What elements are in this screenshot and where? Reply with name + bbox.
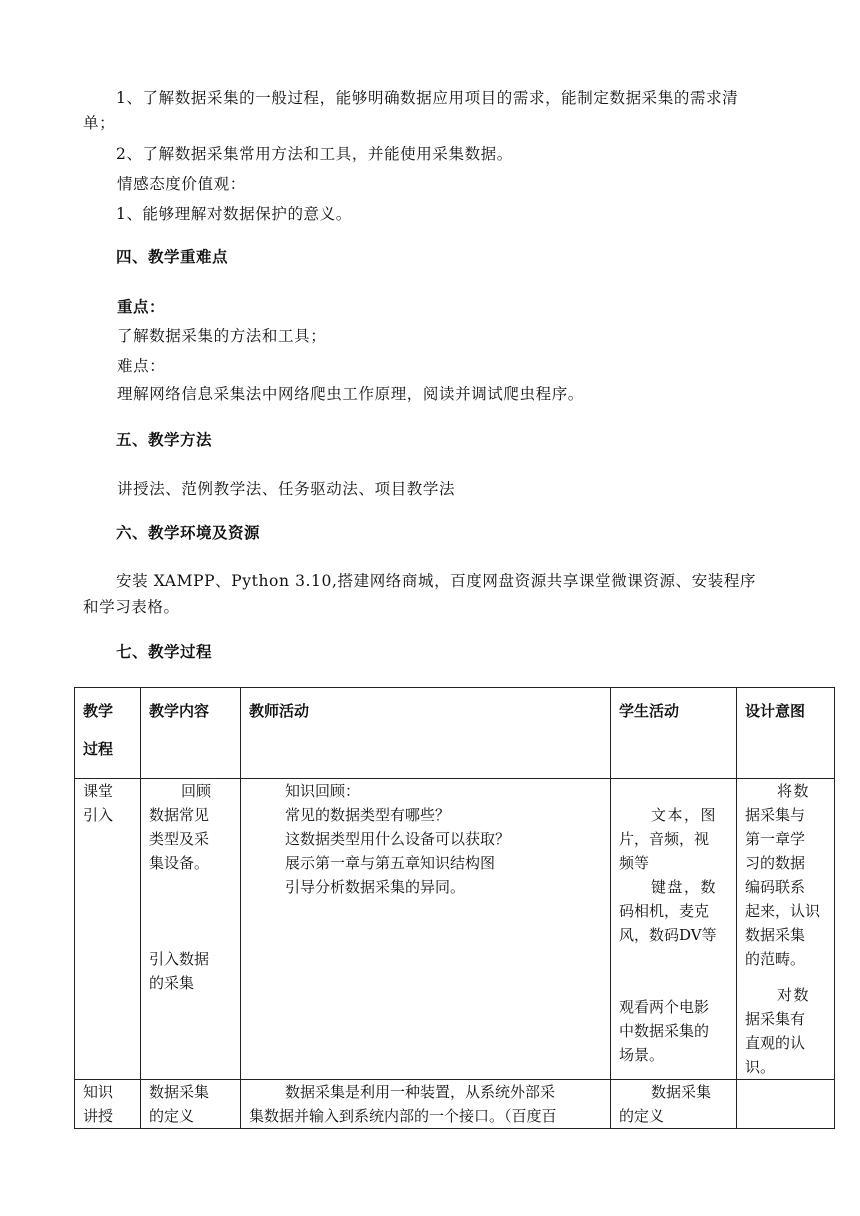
row2-content (141, 1080, 241, 1129)
header-intent: 设计意图 (737, 688, 835, 779)
row1-content-f: 的采集 (149, 974, 195, 992)
header-teacher: 教师活动 (241, 688, 611, 779)
row1-student (611, 779, 737, 1080)
row1-teacher-3: 这数据类型用什么设备可以获取？ (285, 830, 511, 848)
row1-student-4: 键盘，数 (651, 878, 718, 896)
section-5-heading: 五、教学方法 (116, 431, 213, 449)
row2-process-b: 讲授 (83, 1107, 114, 1125)
row1-intent (737, 779, 835, 1080)
row1-student-7: 观看两个电影 (619, 998, 710, 1016)
row2-teacher (241, 1080, 611, 1129)
row1-teacher (241, 779, 611, 1080)
table-row (75, 1080, 835, 1129)
teaching-methods-text: 讲授法、范例教学法、任务驱动法、项目教学法 (117, 480, 456, 498)
objective-2: 2、了解数据采集常用方法和工具，并能使用采集数据。 (116, 145, 513, 163)
objective-1b: 单； (83, 114, 116, 132)
row1-intent-1: 将数 (777, 782, 811, 800)
row1-teacher-4: 展示第一章与第五章知识结构图 (285, 854, 496, 872)
row1-student-6: 风，数码DV等 (619, 926, 717, 944)
row1-intent-5: 编码联系 (745, 878, 806, 896)
row2-teacher-1: 数据采集是利用一种装置，从系统外部采 (285, 1083, 556, 1101)
row1-content (141, 779, 241, 1080)
row1-intent-10: 据采集有 (745, 1010, 806, 1028)
difficult-point-label: 难点： (117, 357, 166, 375)
row1-teacher-1: 知识回顾： (285, 782, 361, 800)
environment-text-a: 安装 XAMPP、Python 3.10,搭建网络商城，百度网盘资源共享课堂微课资源、安装程序 (116, 572, 757, 590)
row2-student-1: 数据采集 (651, 1083, 712, 1101)
row2-process (75, 1080, 141, 1129)
section-6-heading: 六、教学环境及资源 (116, 524, 261, 542)
section-4-heading: 四、教学重难点 (116, 248, 229, 266)
row2-content-a: 数据采集 (149, 1083, 210, 1101)
row1-intent-12: 识。 (745, 1058, 776, 1076)
row1-process-b: 引入 (83, 806, 114, 824)
row2-student-2: 的定义 (619, 1107, 665, 1125)
header-process (75, 688, 141, 779)
row1-content-c: 类型及采 (149, 830, 210, 848)
row1-intent-4: 习的数据 (745, 854, 806, 872)
row1-teacher-5: 引导分析数据采集的异同。 (285, 878, 466, 896)
row1-content-a: 回顾 (181, 782, 212, 800)
row1-intent-6: 起来，认识 (745, 902, 821, 920)
row1-process (75, 779, 141, 1080)
row1-student-3: 频等 (619, 854, 650, 872)
row1-student-1: 文本，图 (651, 806, 718, 824)
teaching-process-table (74, 687, 835, 1129)
row1-student-2: 片，音频，视 (619, 830, 710, 848)
row1-intent-9: 对数 (777, 986, 811, 1004)
row1-intent-8: 的范畴。 (745, 950, 806, 968)
header-process-a: 教学 (83, 702, 114, 720)
row2-student (611, 1080, 737, 1129)
table-header-row (75, 688, 835, 779)
key-point-text: 了解数据采集的方法和工具； (117, 327, 327, 345)
row2-process-a: 知识 (83, 1083, 114, 1101)
row1-intent-7: 数据采集 (745, 926, 806, 944)
environment-text-b: 和学习表格。 (83, 598, 180, 616)
row1-content-e: 引入数据 (149, 950, 210, 968)
objective-1a: 1、了解数据采集的一般过程，能够明确数据应用项目的需求，能制定数据采集的需求清 (116, 89, 739, 107)
row1-content-d: 集设备。 (149, 854, 210, 872)
key-point-label: 重点： (117, 298, 166, 316)
row2-content-b: 的定义 (149, 1107, 195, 1125)
header-student: 学生活动 (611, 688, 737, 779)
row1-process-a: 课堂 (83, 782, 114, 800)
row2-intent (737, 1080, 835, 1129)
table-row (75, 779, 835, 1080)
row1-student-9: 场景。 (619, 1046, 665, 1064)
row1-student-5: 码相机，麦克 (619, 902, 710, 920)
row1-intent-2: 据采集与 (745, 806, 806, 824)
difficult-point-text: 理解网络信息采集法中网络爬虫工作原理，阅读并调试爬虫程序。 (117, 385, 584, 403)
row1-student-8: 中数据采集的 (619, 1022, 710, 1040)
row1-intent-11: 直观的认 (745, 1034, 806, 1052)
section-7-heading: 七、教学过程 (116, 643, 213, 661)
row2-teacher-2: 集数据并输入到系统内部的一个接口。（百度百 (249, 1107, 557, 1125)
emotion-label: 情感态度价值观： (117, 175, 246, 193)
row1-teacher-2: 常见的数据类型有哪些？ (285, 806, 451, 824)
objective-3: 1、能够理解对数据保护的意义。 (116, 205, 352, 223)
header-process-b: 过程 (83, 740, 114, 758)
row1-intent-3: 第一章学 (745, 830, 806, 848)
header-content: 教学内容 (141, 688, 241, 779)
row1-content-b: 数据常见 (149, 806, 210, 824)
